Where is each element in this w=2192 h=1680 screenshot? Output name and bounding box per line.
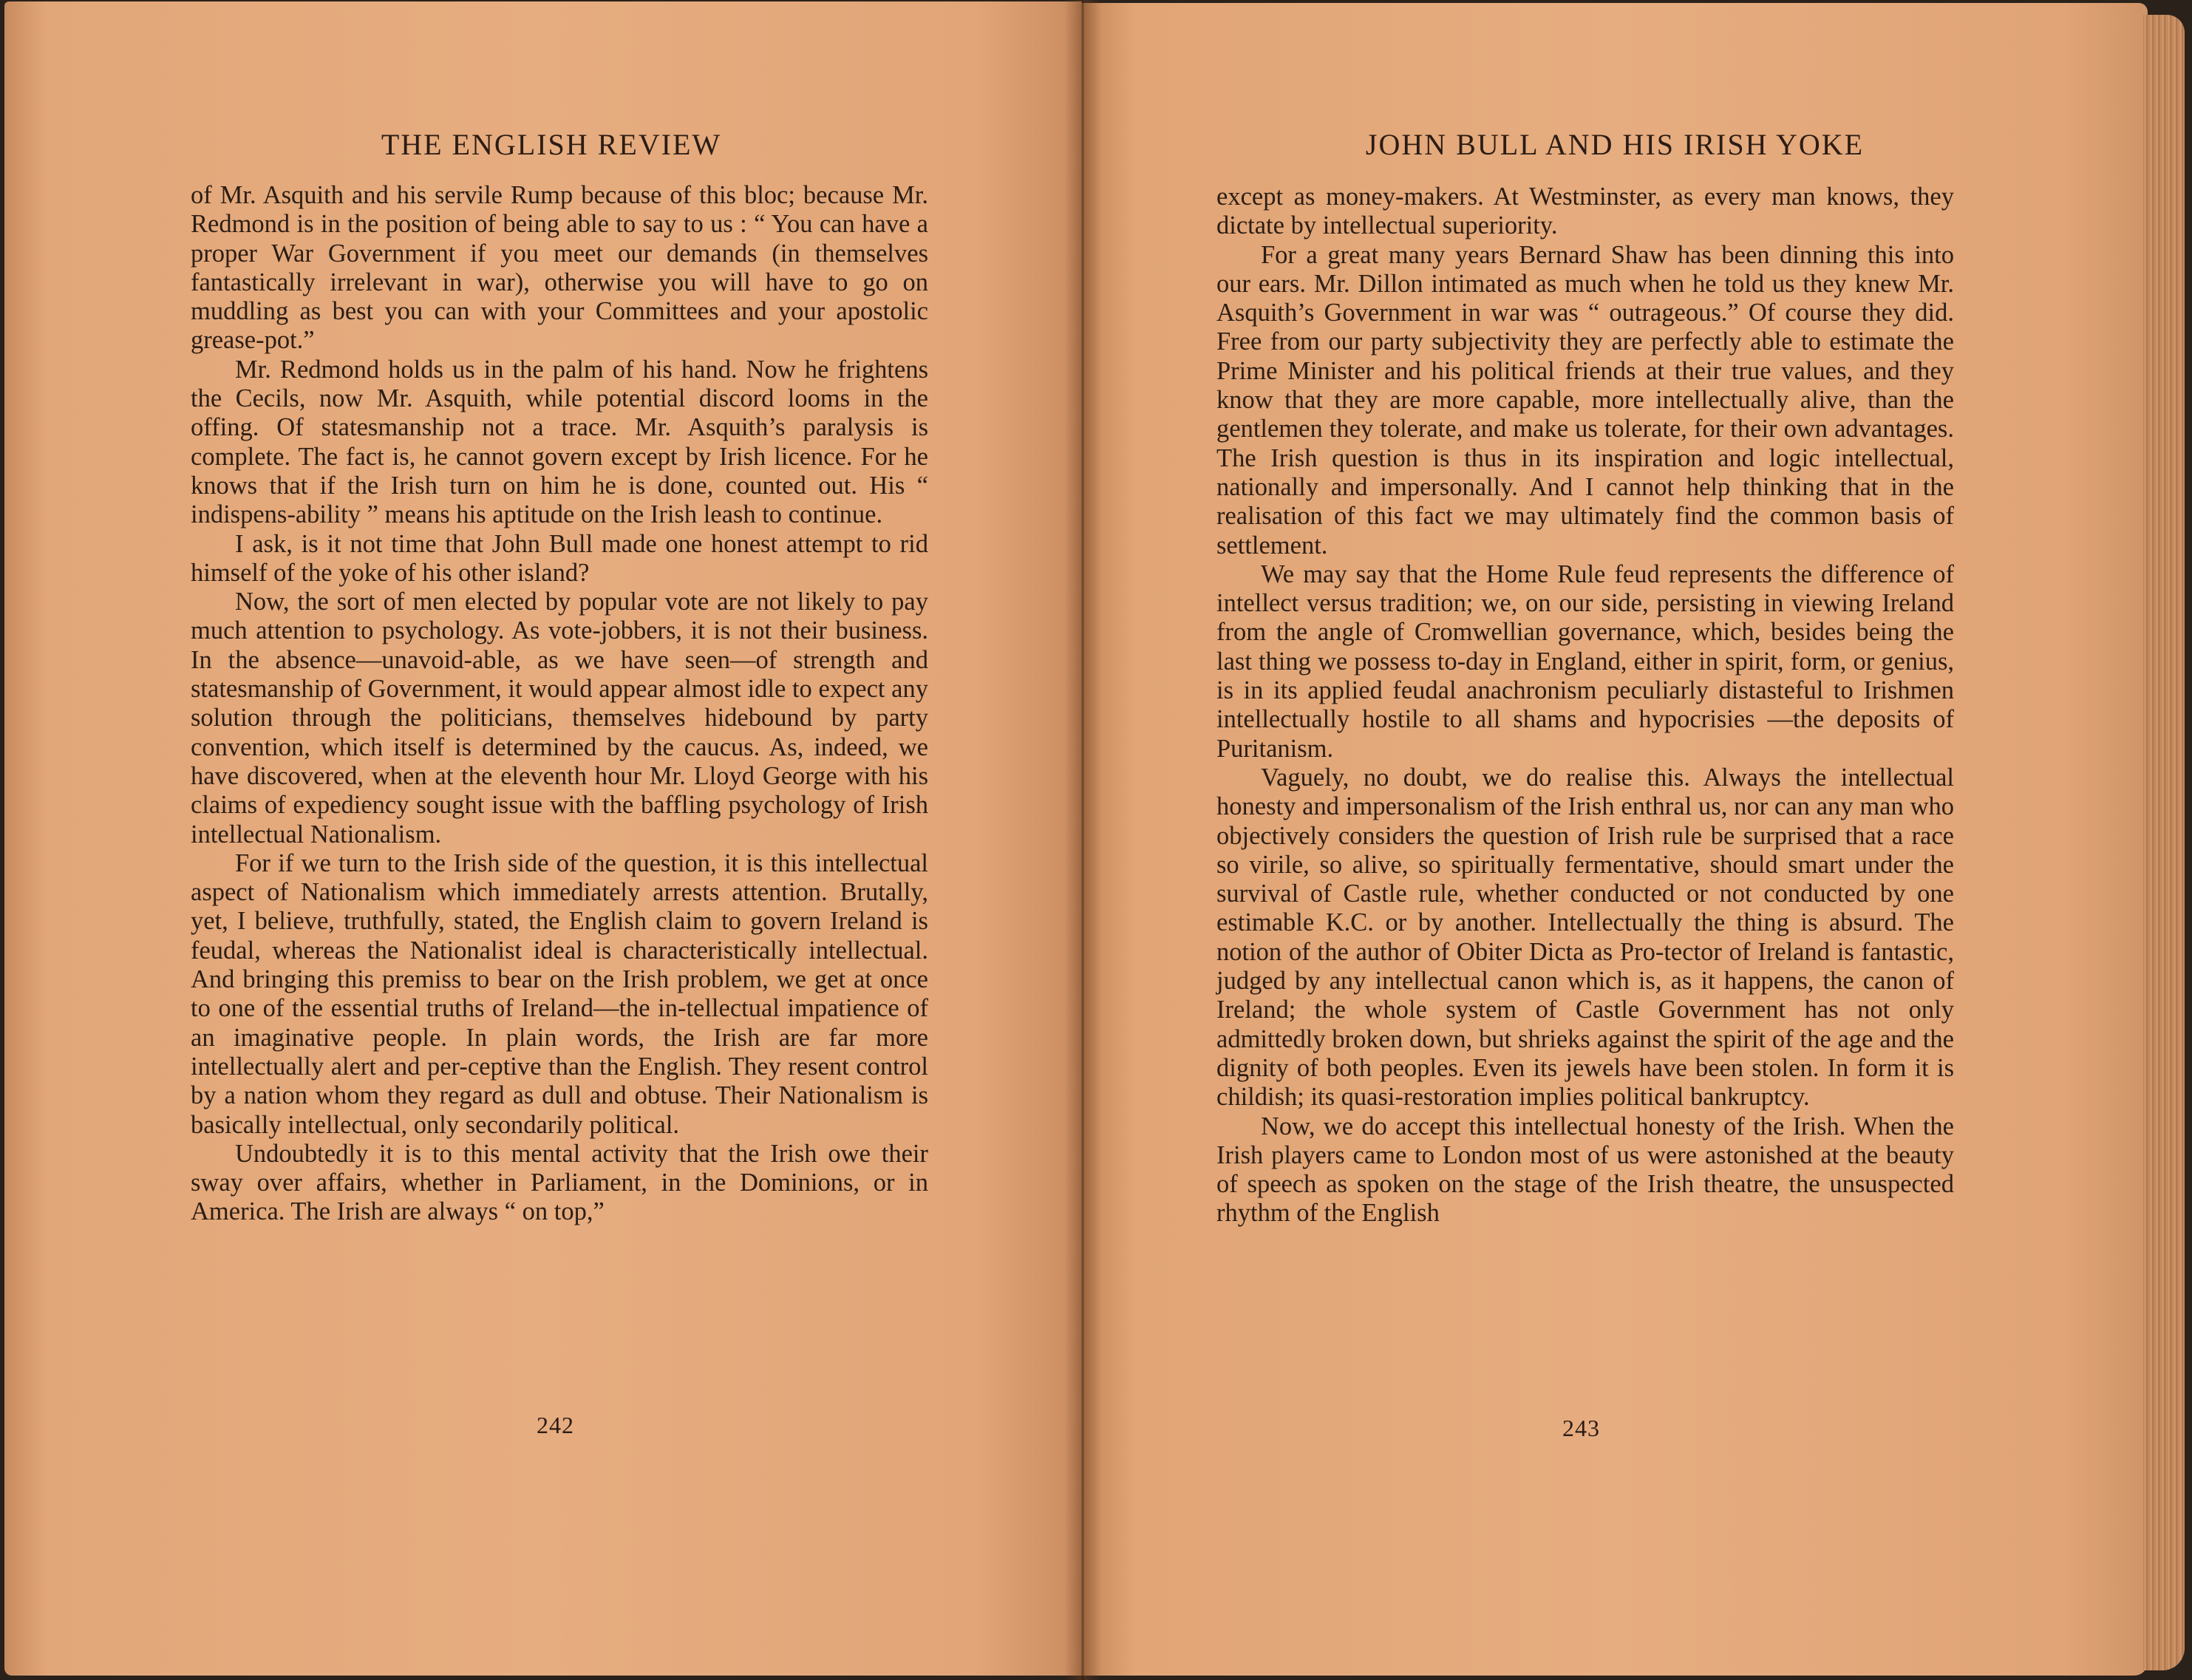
left-page-text bbox=[191, 181, 928, 1227]
paragraph: of Mr. Asquith and his servile Rump because of this bloc; because Mr. Redmond is in the position of being able to say to us : “ You can have a proper War Government if you meet our demands (in themselves fantastically irrelevant in war), otherwise you will have to go on muddling as best you can with your Committees and your apostolic grease-pot.” bbox=[191, 181, 928, 355]
paragraph: Mr. Redmond holds us in the palm of his hand. Now he frightens the Cecils, now Mr. Asquith, while potential discord looms in the offing. Of statesmanship not a trace. Mr. Asquith’s paralysis is complete. The fact is, he cannot govern except by Irish licence. For he knows that if the Irish turn on him he is done, counted out. His “ indispens-ability ” means his aptitude on the Irish leash to continue. bbox=[191, 355, 928, 529]
page-edges bbox=[2143, 15, 2185, 1670]
page-number-right: 243 bbox=[1562, 1415, 1600, 1441]
running-head-right: JOHN BULL AND HIS IRISH YOKE bbox=[1365, 128, 1865, 161]
right-page-text bbox=[1216, 183, 1954, 1228]
running-head-left: THE ENGLISH REVIEW bbox=[381, 128, 722, 161]
book-gutter bbox=[1064, 0, 1101, 1680]
paragraph: For if we turn to the Irish side of the question, it is this intellectual aspect of Nationalism which immediately arrests attention. Brutally, yet, I believe, truthfully, stated, the English claim to govern Ireland is feudal, whereas the Nationalist ideal is characteristically intellectual. And bringing this premiss to bear on the Irish problem, we get at once to one of the essential truths of Ireland—the in-tellectual impatience of an imaginative people. In plain words, the Irish are far more intellectually alert and per-ceptive than the English. They resent control by a nation whom they regard as dull and obtuse. Their Nationalism is basically intellectual, only secondarily political. bbox=[191, 848, 928, 1139]
paragraph: Now, the sort of men elected by popular vote are not likely to pay much attention to psychology. As vote-jobbers, it is not their business. In the absence—unavoid-able, as we have seen—of strength and statesmanship of Government, it would appear almost idle to expect any solution through the politicians, themselves hidebound by party convention, which itself is determined by the caucus. As, indeed, we have discovered, when at the eleventh hour Mr. Lloyd George with his claims of expediency sought issue with the baffling psychology of Irish intellectual Nationalism. bbox=[191, 588, 928, 848]
paragraph: Now, we do accept this intellectual honesty of the Irish. When the Irish players came to London most of us were astonished at the beauty of speech as spoken on the stage of the Irish theatre, the unsuspected rhythm of the English bbox=[1216, 1112, 1954, 1228]
paragraph: Vaguely, no doubt, we do realise this. Always the intellectual honesty and impersonalism of the Irish enthral us, nor can any man who objectively considers the question of Irish rule be surprised that a race so virile, so alive, so spiritually fermentative, should smart under the survival of Castle rule, whether conducted or not conducted by one estimable K.C. or by another. Intellectually the thing is absurd. The notion of the author of Obiter Dicta as Pro-tector of Ireland is fantastic, judged by any intellectual canon which is, as it happens, the canon of Ireland; the whole system of Castle Government has not only admittedly broken down, but shrieks against the spirit of the age and the dignity of both peoples. Even its jewels have been stolen. In form it is childish; its quasi-restoration implies political bankruptcy. bbox=[1216, 763, 1954, 1112]
page-number-left: 242 bbox=[537, 1412, 574, 1438]
paragraph: For a great many years Bernard Shaw has been dinning this into our ears. Mr. Dillon intimated as much when he told us they knew Mr. Asquith’s Government in war was “ outrageous.” Of course they did. Free from our party subjectivity they are perfectly able to estimate the Prime Minister and his political friends at their true values, and they know that they are more capable, more intellectually alive, than the gentlemen they tolerate, and make us tolerate, for their own advantages. The Irish question is thus in its inspiration and logic intellectual, nationally and impersonally. And I cannot help thinking that in the realisation of this fact we may ultimately find the common basis of settlement. bbox=[1216, 240, 1954, 560]
paragraph: Undoubtedly it is to this mental activity that the Irish owe their sway over affairs, whether in Parliament, in the Dominions, or in America. The Irish are always “ on top,” bbox=[191, 1139, 928, 1226]
left-page bbox=[4, 1, 1082, 1676]
right-page bbox=[1082, 3, 2148, 1676]
paragraph: We may say that the Home Rule feud represents the difference of intellect versus tradition; we, on our side, persisting in viewing Ireland from the angle of Cromwellian governance, which, besides being the last thing we possess to-day in England, either in spirit, form, or genius, is in its applied feudal anachronism peculiarly distasteful to Irishmen intellectually hostile to all shams and hypocrisies —the deposits of Puritanism. bbox=[1216, 560, 1954, 763]
paragraph: except as money-makers. At Westminster, as every man knows, they dictate by intellectual superiority. bbox=[1216, 183, 1954, 240]
paragraph: I ask, is it not time that John Bull made one honest attempt to rid himself of the yoke of his other island? bbox=[191, 529, 928, 587]
